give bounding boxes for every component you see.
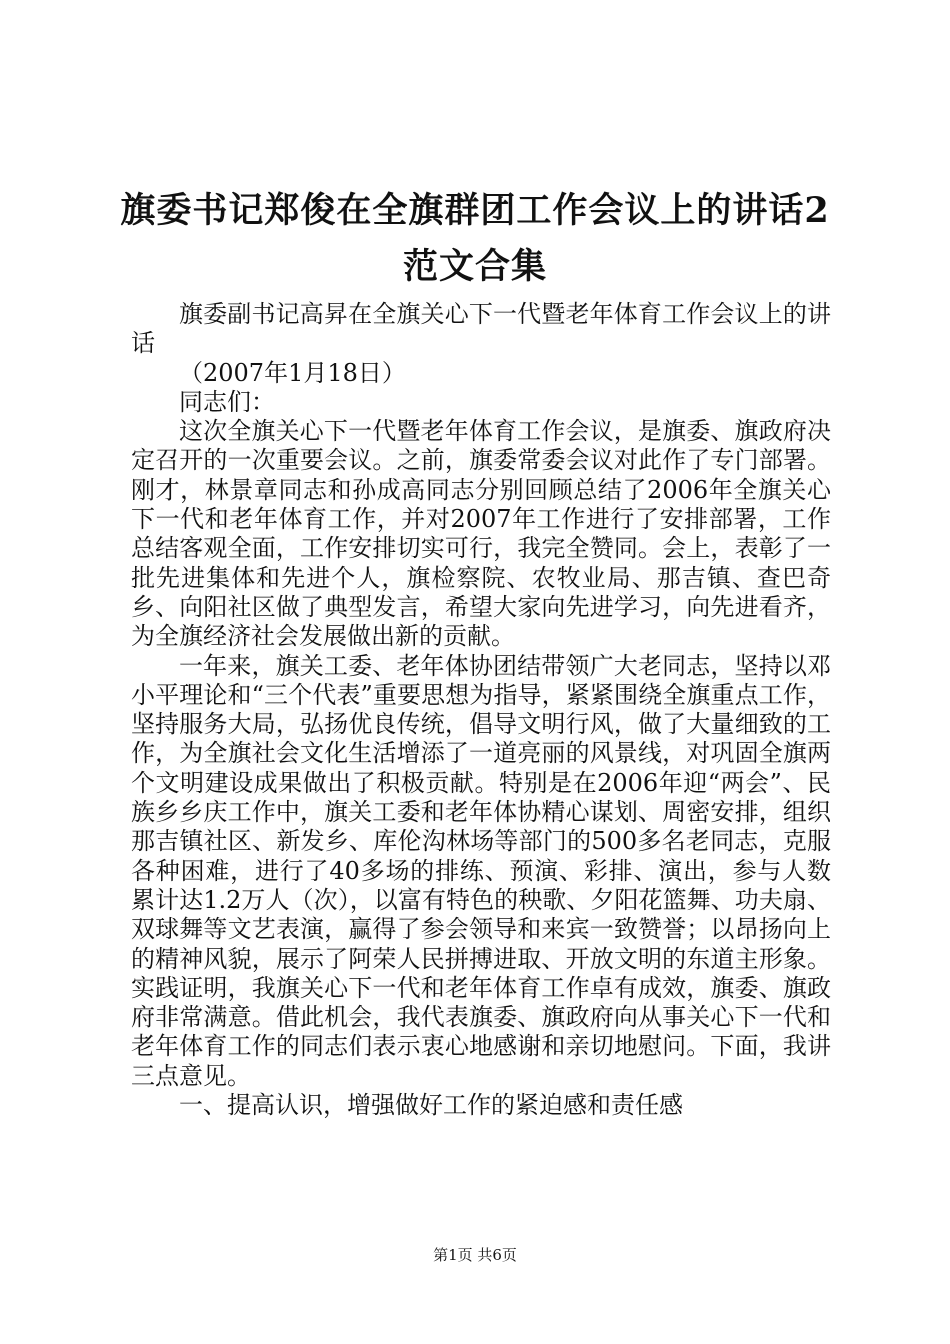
speech-heading: 旗委副书记高昇在全旗关心下一代暨老年体育工作会议上的讲话 xyxy=(131,300,831,358)
section-heading: 一、提高认识，增强做好工作的紧迫感和责任感 xyxy=(179,1091,683,1120)
page-footer: 第1页 共6页 xyxy=(433,1246,517,1264)
salutation: 同志们： xyxy=(179,387,275,416)
document-body xyxy=(131,300,831,1120)
speech-date: （2007年1月18日） xyxy=(179,358,406,387)
body-paragraph: 这次全旗关心下一代暨老年体育工作会议，是旗委、旗政府决定召开的一次重要会议。之前，旗委常委会议对此作了专门部署。刚才，林景章同志和孙成高同志分别回顾总结了2006年全旗关心下一代和老年体育工作，并对2007年工作进行了安排部署，工作总结客观全面，工作安排切实可行，我完全赞同。会上，表彰了一批先进集体和先进个人，旗检察院、农牧业局、那吉镇、查巴奇乡、向阳社区做了典型发言，希望大家向先进学习，向先进看齐，为全旗经济社会发展做出新的贡献。 xyxy=(131,417,831,651)
body-paragraph: 一年来，旗关工委、老年体协团结带领广大老同志，坚持以邓小平理论和“三个代表”重要思想为指导，紧紧围绕全旗重点工作，坚持服务大局，弘扬优良传统，倡导文明行风，做了大量细致的工作，为全旗社会文化生活增添了一道亮丽的风景线，对巩固全旗两个文明建设成果做出了积极贡献。特别是在2006年迎“两会”、民族乡乡庆工作中，旗关工委和老年体协精心谋划、周密安排，组织那吉镇社区、新发乡、库伦沟林场等部门的500多名老同志，克服各种困难，进行了40多场的排练、预演、彩排、演出，参与人数累计达1.2万人（次），以富有特色的秧歌、夕阳花篮舞、功夫扇、双球舞等文艺表演，赢得了参会领导和来宾一致赞誉；以昂扬向上的精神风貌，展示了阿荣人民拼搏进取、开放文明的东道主形象。实践证明，我旗关心下一代和老年体育工作卓有成效，旗委、旗政府非常满意。借此机会，我代表旗委、旗政府向从事关心下一代和老年体育工作的同志们表示衷心地感谢和亲切地慰问。下面，我讲三点意见。 xyxy=(131,651,831,1090)
document-title: 旗委书记郑俊在全旗群团工作会议上的讲话2范文合集 xyxy=(120,190,830,287)
